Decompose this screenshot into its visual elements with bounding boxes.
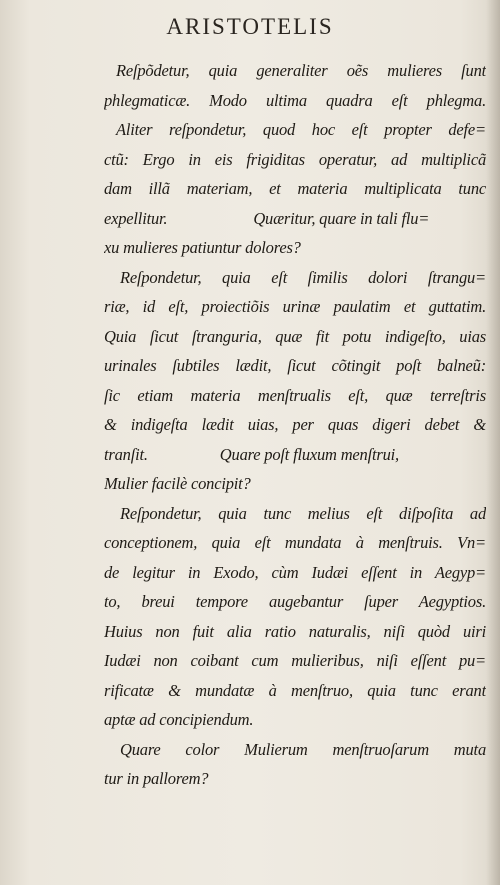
text-line: conceptionem, quia eſt mundata à menſtruis. Vn=: [104, 533, 486, 552]
text-line: Reſpõdetur, quia generaliter oẽs mulieres ſunt: [116, 61, 486, 80]
text-line: Huius non fuit alia ratio naturalis, niſi quòd uiri: [104, 621, 486, 641]
text-line: [104, 440, 486, 470]
text-line: Mulier facilè concipit?: [104, 474, 251, 493]
text-segment: Quare poſt fluxum menſtrui,: [219, 444, 399, 464]
text-line: to, breui tempore augebantur ſuper Aegyptios.: [104, 592, 486, 611]
text-line: aptæ ad concipiendum.: [104, 710, 254, 729]
text-line: Quia ſicut ſtranguria, quæ fit potu indigeſto, uias: [104, 326, 486, 346]
text-line: riæ, id eſt, proiectiõis urinæ paulatim et guttatim.: [104, 297, 486, 316]
text-line: ctũ: Ergo in eis frigiditas operatur, ad multiplicã: [104, 149, 486, 169]
text-line: Quare color Mulierum menſtruoſarum muta: [120, 739, 486, 759]
page-edge-shadow: [486, 0, 500, 885]
text-line: tur in pallorem?: [104, 769, 209, 788]
text-line: & indigeſta lædit uias, per quas digeri debet &: [104, 415, 486, 434]
body-text: [104, 56, 486, 794]
text-line: rificatæ & mundatæ à menſtruo, quia tunc erant: [104, 680, 486, 700]
text-line: urinales ſubtiles lædit, ſicut cõtingit poſt balneũ:: [104, 356, 486, 375]
text-segment: Quæritur, quare in tali flu=: [253, 208, 430, 228]
text-line: ſic etiam materia menſtrualis eſt, quæ terreſtris: [104, 385, 486, 405]
running-head: ARISTOTELIS: [166, 14, 334, 39]
text-line: dam illã materiam, et materia multiplicata tunc: [104, 179, 486, 198]
text-line: phlegmaticæ. Modo ultima quadra eſt phlegma.: [104, 90, 486, 110]
text-line: Iudæi non coibant cum mulieribus, niſi eſſent pu=: [104, 651, 486, 670]
text-line: Reſpondetur, quia eſt ſimilis dolori ſtrangu=: [120, 267, 486, 287]
text-line: de legitur in Exodo, cùm Iudæi eſſent in Aegyp=: [104, 562, 486, 582]
text-line: xu mulieres patiuntur dolores?: [104, 238, 301, 257]
text-line: Aliter reſpondetur, quod hoc eſt propter defe=: [116, 120, 486, 139]
text-segment: expellitur.: [104, 208, 168, 228]
text-line: [104, 204, 486, 234]
text-segment: tranſit.: [104, 444, 148, 464]
text-line: Reſpondetur, quia tunc melius eſt diſpoſita ad: [120, 503, 486, 523]
